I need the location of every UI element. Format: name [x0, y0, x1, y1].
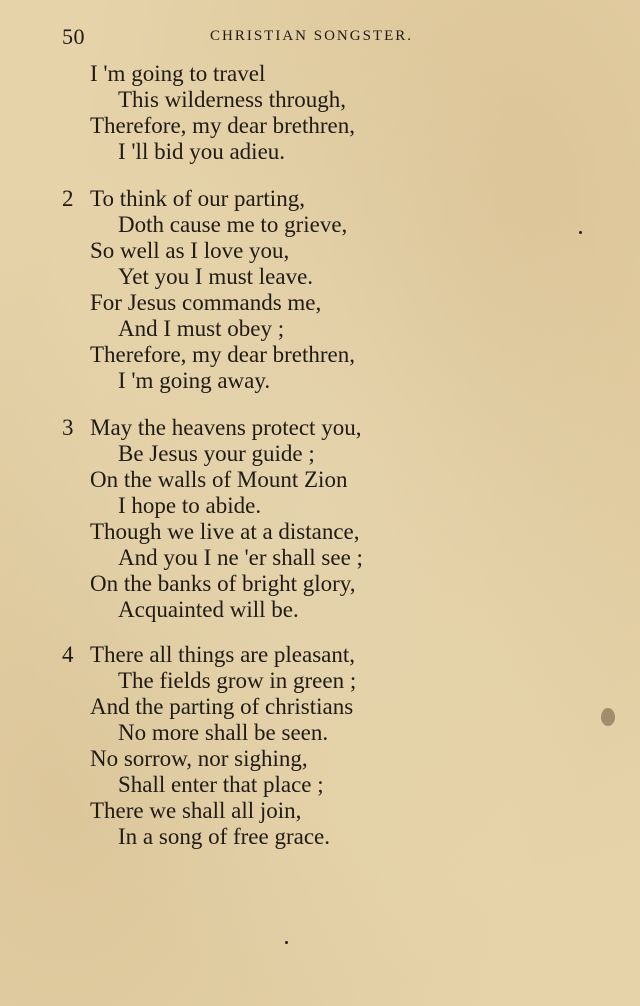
verse-line-text: And I must obey ;: [118, 316, 285, 341]
verse-line-text: Doth cause me to grieve,: [118, 212, 348, 237]
verse-line: [62, 772, 482, 798]
verse-line-text: For Jesus commands me,: [90, 290, 322, 315]
verse-line-text: There we shall all join,: [90, 798, 302, 823]
stanza-number: 3: [62, 415, 74, 440]
verse-line: [62, 139, 482, 165]
stanza-number: 2: [62, 186, 74, 211]
verse-line-text: May the heavens protect you,: [90, 415, 362, 440]
stanza-2: [62, 186, 482, 394]
verse-line-text: To think of our parting,: [90, 186, 305, 211]
verse-line: [62, 493, 482, 519]
verse-line: [62, 694, 482, 720]
verse-line-text: There all things are pleasant,: [90, 642, 356, 667]
verse-line-text: Though we live at a distance,: [90, 519, 360, 544]
verse-line-text: I 'll bid you adieu.: [118, 139, 286, 164]
verse-line: [62, 746, 482, 772]
verse-line: [62, 597, 482, 623]
print-speck: [579, 231, 582, 234]
verse-line-text: And the parting of christians: [90, 694, 354, 719]
verse-line: [62, 368, 482, 394]
stanza-4: [62, 642, 482, 850]
ink-stain: [601, 708, 615, 726]
verse-line: [62, 824, 482, 850]
verse-line: [62, 290, 482, 316]
verse-line: [62, 113, 482, 139]
page-number: 50: [62, 24, 85, 49]
verse-line: [62, 61, 482, 87]
stanza-number: 4: [62, 642, 74, 667]
verse-line: [62, 467, 482, 493]
verse-line-text: Be Jesus your guide ;: [118, 441, 315, 466]
verse-line: [62, 571, 482, 597]
verse-line-text: In a song of free grace.: [118, 824, 330, 849]
verse-line: [62, 87, 482, 113]
verse-line-text: Therefore, my dear brethren,: [90, 342, 355, 367]
verse-line: [62, 798, 482, 824]
verse-line: [62, 720, 482, 746]
verse-line-text: So well as I love you,: [90, 238, 290, 263]
verse-line: [62, 415, 482, 441]
page-header: [62, 24, 452, 50]
verse-line-text: The fields grow in green ;: [118, 668, 357, 693]
print-speck: [285, 941, 288, 944]
stanza-3: [62, 415, 482, 623]
verse-line-text: I 'm going away.: [118, 368, 271, 393]
verse-line: [62, 668, 482, 694]
verse-line: [62, 441, 482, 467]
verse-line-text: Yet you I must leave.: [118, 264, 314, 289]
running-title: CHRISTIAN SONGSTER.: [210, 28, 414, 44]
verse-line-text: On the banks of bright glory,: [90, 571, 356, 596]
verse-line: [62, 642, 482, 668]
verse-line: [62, 316, 482, 342]
verse-line-text: I hope to abide.: [118, 493, 262, 518]
verse-line: [62, 342, 482, 368]
verse-line-text: No sorrow, nor sighing,: [90, 746, 308, 771]
verse-line-text: Therefore, my dear brethren,: [90, 113, 355, 138]
verse-line: [62, 545, 482, 571]
verse-line: [62, 519, 482, 545]
verse-line-text: Acquainted will be.: [118, 597, 299, 622]
verse-line: [62, 238, 482, 264]
verse-line: [62, 212, 482, 238]
verse-line-text: On the walls of Mount Zion: [90, 467, 348, 492]
verse-line-text: Shall enter that place ;: [118, 772, 324, 797]
verse-line-text: This wilderness through,: [118, 87, 347, 112]
verse-line: [62, 186, 482, 212]
stanza-1: [62, 61, 482, 165]
verse-line-text: And you I ne 'er shall see ;: [118, 545, 363, 570]
verse-line-text: No more shall be seen.: [118, 720, 329, 745]
verse-line-text: I 'm going to travel: [90, 61, 266, 86]
verse-line: [62, 264, 482, 290]
